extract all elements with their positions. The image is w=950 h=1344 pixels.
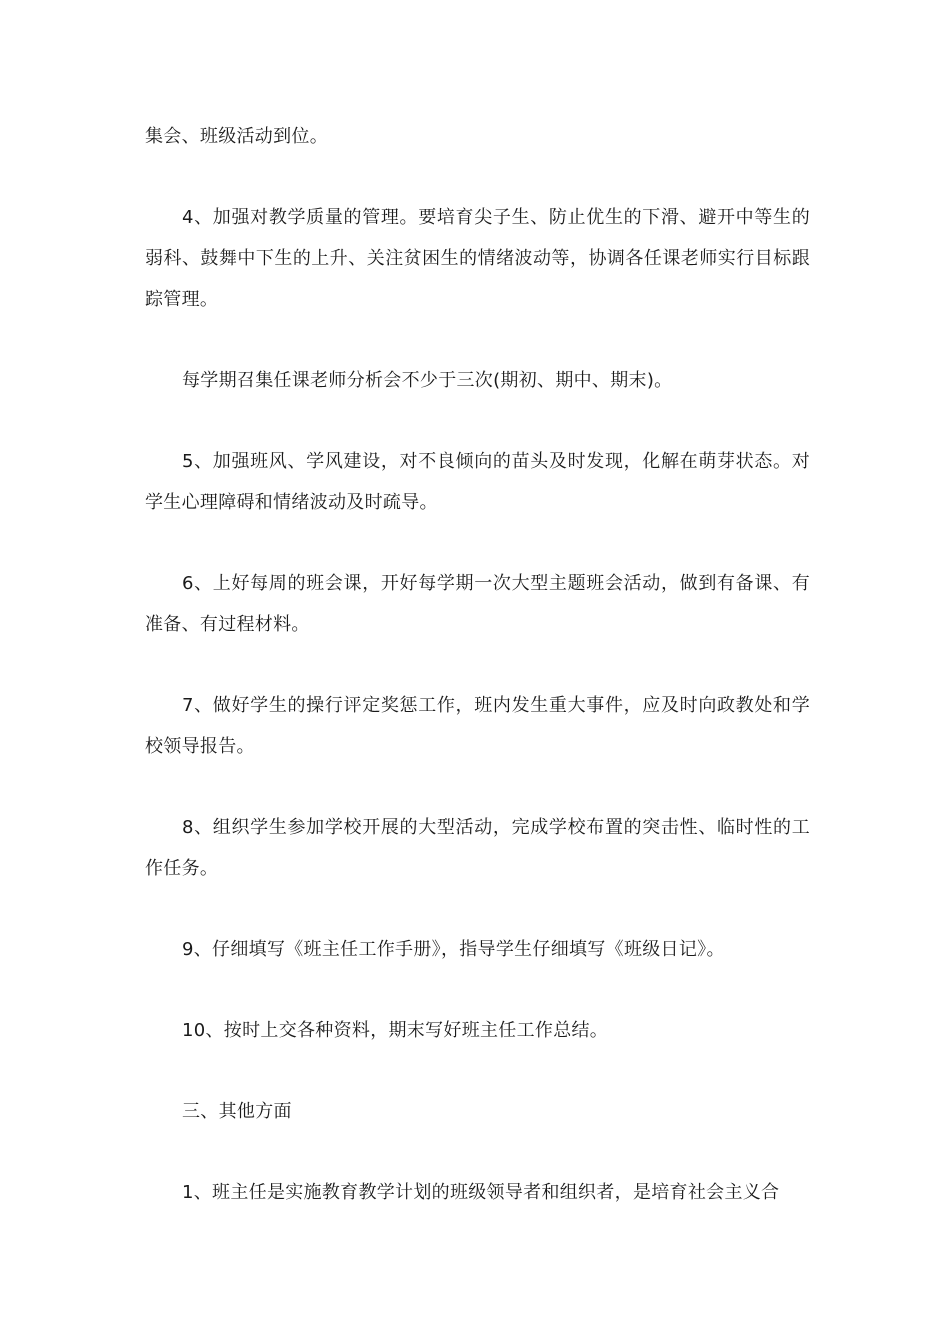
paragraph-item-6: 6、上好每周的班会课，开好每学期一次大型主题班会活动，做到有备课、有准备、有过程材料。: [145, 573, 810, 635]
paragraph-item-10: 10、按时上交各种资料，期末写好班主任工作总结。: [182, 1020, 609, 1041]
paragraph-item-8: 8、组织学生参加学校开展的大型活动，完成学校布置的突击性、临时性的工作任务。: [145, 817, 810, 879]
document-body: [145, 116, 810, 1213]
paragraph-item-7: 7、做好学生的操行评定奖惩工作，班内发生重大事件，应及时向政教处和学校领导报告。: [145, 695, 810, 757]
paragraph-continuation: 集会、班级活动到位。: [145, 126, 328, 147]
paragraph-item-4: 4、加强对教学质量的管理。要培育尖子生、防止优生的下滑、避开中等生的弱科、鼓舞中下生的上升、关注贫困生的情绪波动等，协调各任课老师实行目标跟踪管理。: [145, 207, 810, 310]
paragraph-analysis-meeting: 每学期召集任课老师分析会不少于三次(期初、期中、期末)。: [182, 370, 673, 391]
paragraph-item-5: 5、加强班风、学风建设，对不良倾向的苗头及时发现，化解在萌芽状态。对学生心理障碍和情绪波动及时疏导。: [145, 451, 810, 513]
paragraph-other-item-1: 1、班主任是实施教育教学计划的班级领导者和组织者，是培育社会主义合: [182, 1182, 780, 1203]
section-heading-other: 三、其他方面: [182, 1101, 292, 1122]
paragraph-item-9: 9、仔细填写《班主任工作手册》，指导学生仔细填写《班级日记》。: [182, 939, 725, 960]
